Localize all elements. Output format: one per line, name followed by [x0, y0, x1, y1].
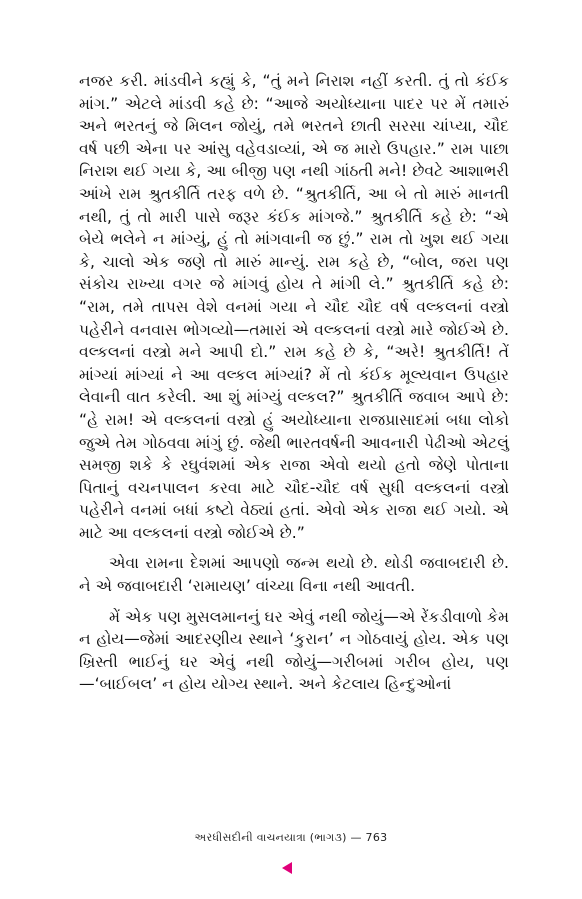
paragraph-story: નજર કરી. માંડવીને કહ્યું કે, “તું મને નિરાશ નહીં કરતી. તું તો કંઈક માંગ.” એટલે માંડવી કહે છે: “આજે અયોધ્યાના પાદર પર મેં તમારું અને ભરતનું જે મિલન જોયું, તમે ભરતને છાતી સરસા ચાંપ્યા, ચૌદ વર્ષ પછી એના પર આંસુ વહેવડાવ્યાં, એ જ મારો ઉપહાર.” રામ પાછા નિરાશ થઈ ગયા કે, આ બીજી પણ નથી ગાંઠતી મને! છેવટે આશાભરી આંખે રામ શ્રુતકીર્તિ તરફ વળે છે. “શ્રુતકીર્તિ, આ બે તો મારું માનતી નથી, તું તો મારી પાસે જરૂર કંઈક માંગજે.” શ્રુતકીર્તિ કહે છે: “એ બેયે ભલેને ન માંગ્યું, હું તો માંગવાની જ છું.” રામ તો ખુશ થઈ ગયા કે, ચાલો એક જણે તો મારું માન્યું. રામ કહે છે, “બોલ, જરા પણ સંકોચ રાખ્યા વગર જે માંગવું હોય તે માંગી લે.” શ્રુતકીર્તિ કહે છે: “રામ, તમે તાપસ વેશે વનમાં ગયા ને ચૌદ ચૌદ વર્ષ વલ્કલનાં વસ્ત્રો પહેરીને વનવાસ ભોગવ્યો—તમારાં એ વલ્કલનાં વસ્ત્રો મારે જોઈએ છે. વલ્કલનાં વસ્ત્રો મને આપી દો.” રામ કહે છે કે, “અરે! શ્રુતકીર્તિ! તેં માંગ્યાં માંગ્યાં ને આ વલ્કલ માંગ્યાં? મેં તો કંઈક મૂલ્યવાન ઉપહાર લેવાની વાત કરેલી. આ શું માંગ્યું વલ્કલ?” શ્રુતકીર્તિ જવાબ આપે છે: “હે રામ! એ વલ્કલનાં વસ્ત્રો હું અયોધ્યાના રાજપ્રાસાદમાં બધા લોકો જુએ તેમ ગોઠવવા માંગું છું. જેથી ભારતવર્ષની આવનારી પેઢીઓ એટલું સમજી શકે કે રઘુવંશમાં એક રાજા એવો થયો હતો જેણે પોતાના પિતાનું વચનપાલન કરવા માટે ચૌદ-ચૌદ વર્ષ સુધી વલ્કલનાં વસ્ત્રો પહેરીને વનમાં બધાં કષ્ટો વેઠ્યાં હતાં. એવો એક રાજા થઈ ગયો. એ માટે આ વલ્કલનાં વસ્ત્રો જોઈએ છે.”	[79, 72, 509, 542]
paragraph-scriptures: મેં એક પણ મુસલમાનનું ઘર એવું નથી જોયું—એ રેંકડીવાળો કેમ ન હોય—જેમાં આદરણીય સ્થાને ‘કુરાન’ ન ગોઠવાયું હોય. એક પણ ખ્રિસ્તી ભાઈનું ઘર એવું નથી જોયું—ગરીબમાં ગરીબ હોય, પણ—‘બાઈબલ’ ન હોય યોગ્ય સ્થાને. અને કેટલાય હિન્દુઓનાં	[79, 607, 509, 694]
body-text	[79, 70, 509, 696]
paragraph-responsibility: એવા રામના દેશમાં આપણો જન્મ થયો છે. થોડી જવાબદારી છે. ને એ જવાબદારી ‘રામાયણ’ વાંચ્યા વિના નથી આવતી.	[79, 554, 509, 596]
left-triangle-icon	[282, 862, 292, 874]
page-footer: અરધીસદીની વાચનયાત્રા (ભાગ૩) — 763	[194, 831, 388, 844]
